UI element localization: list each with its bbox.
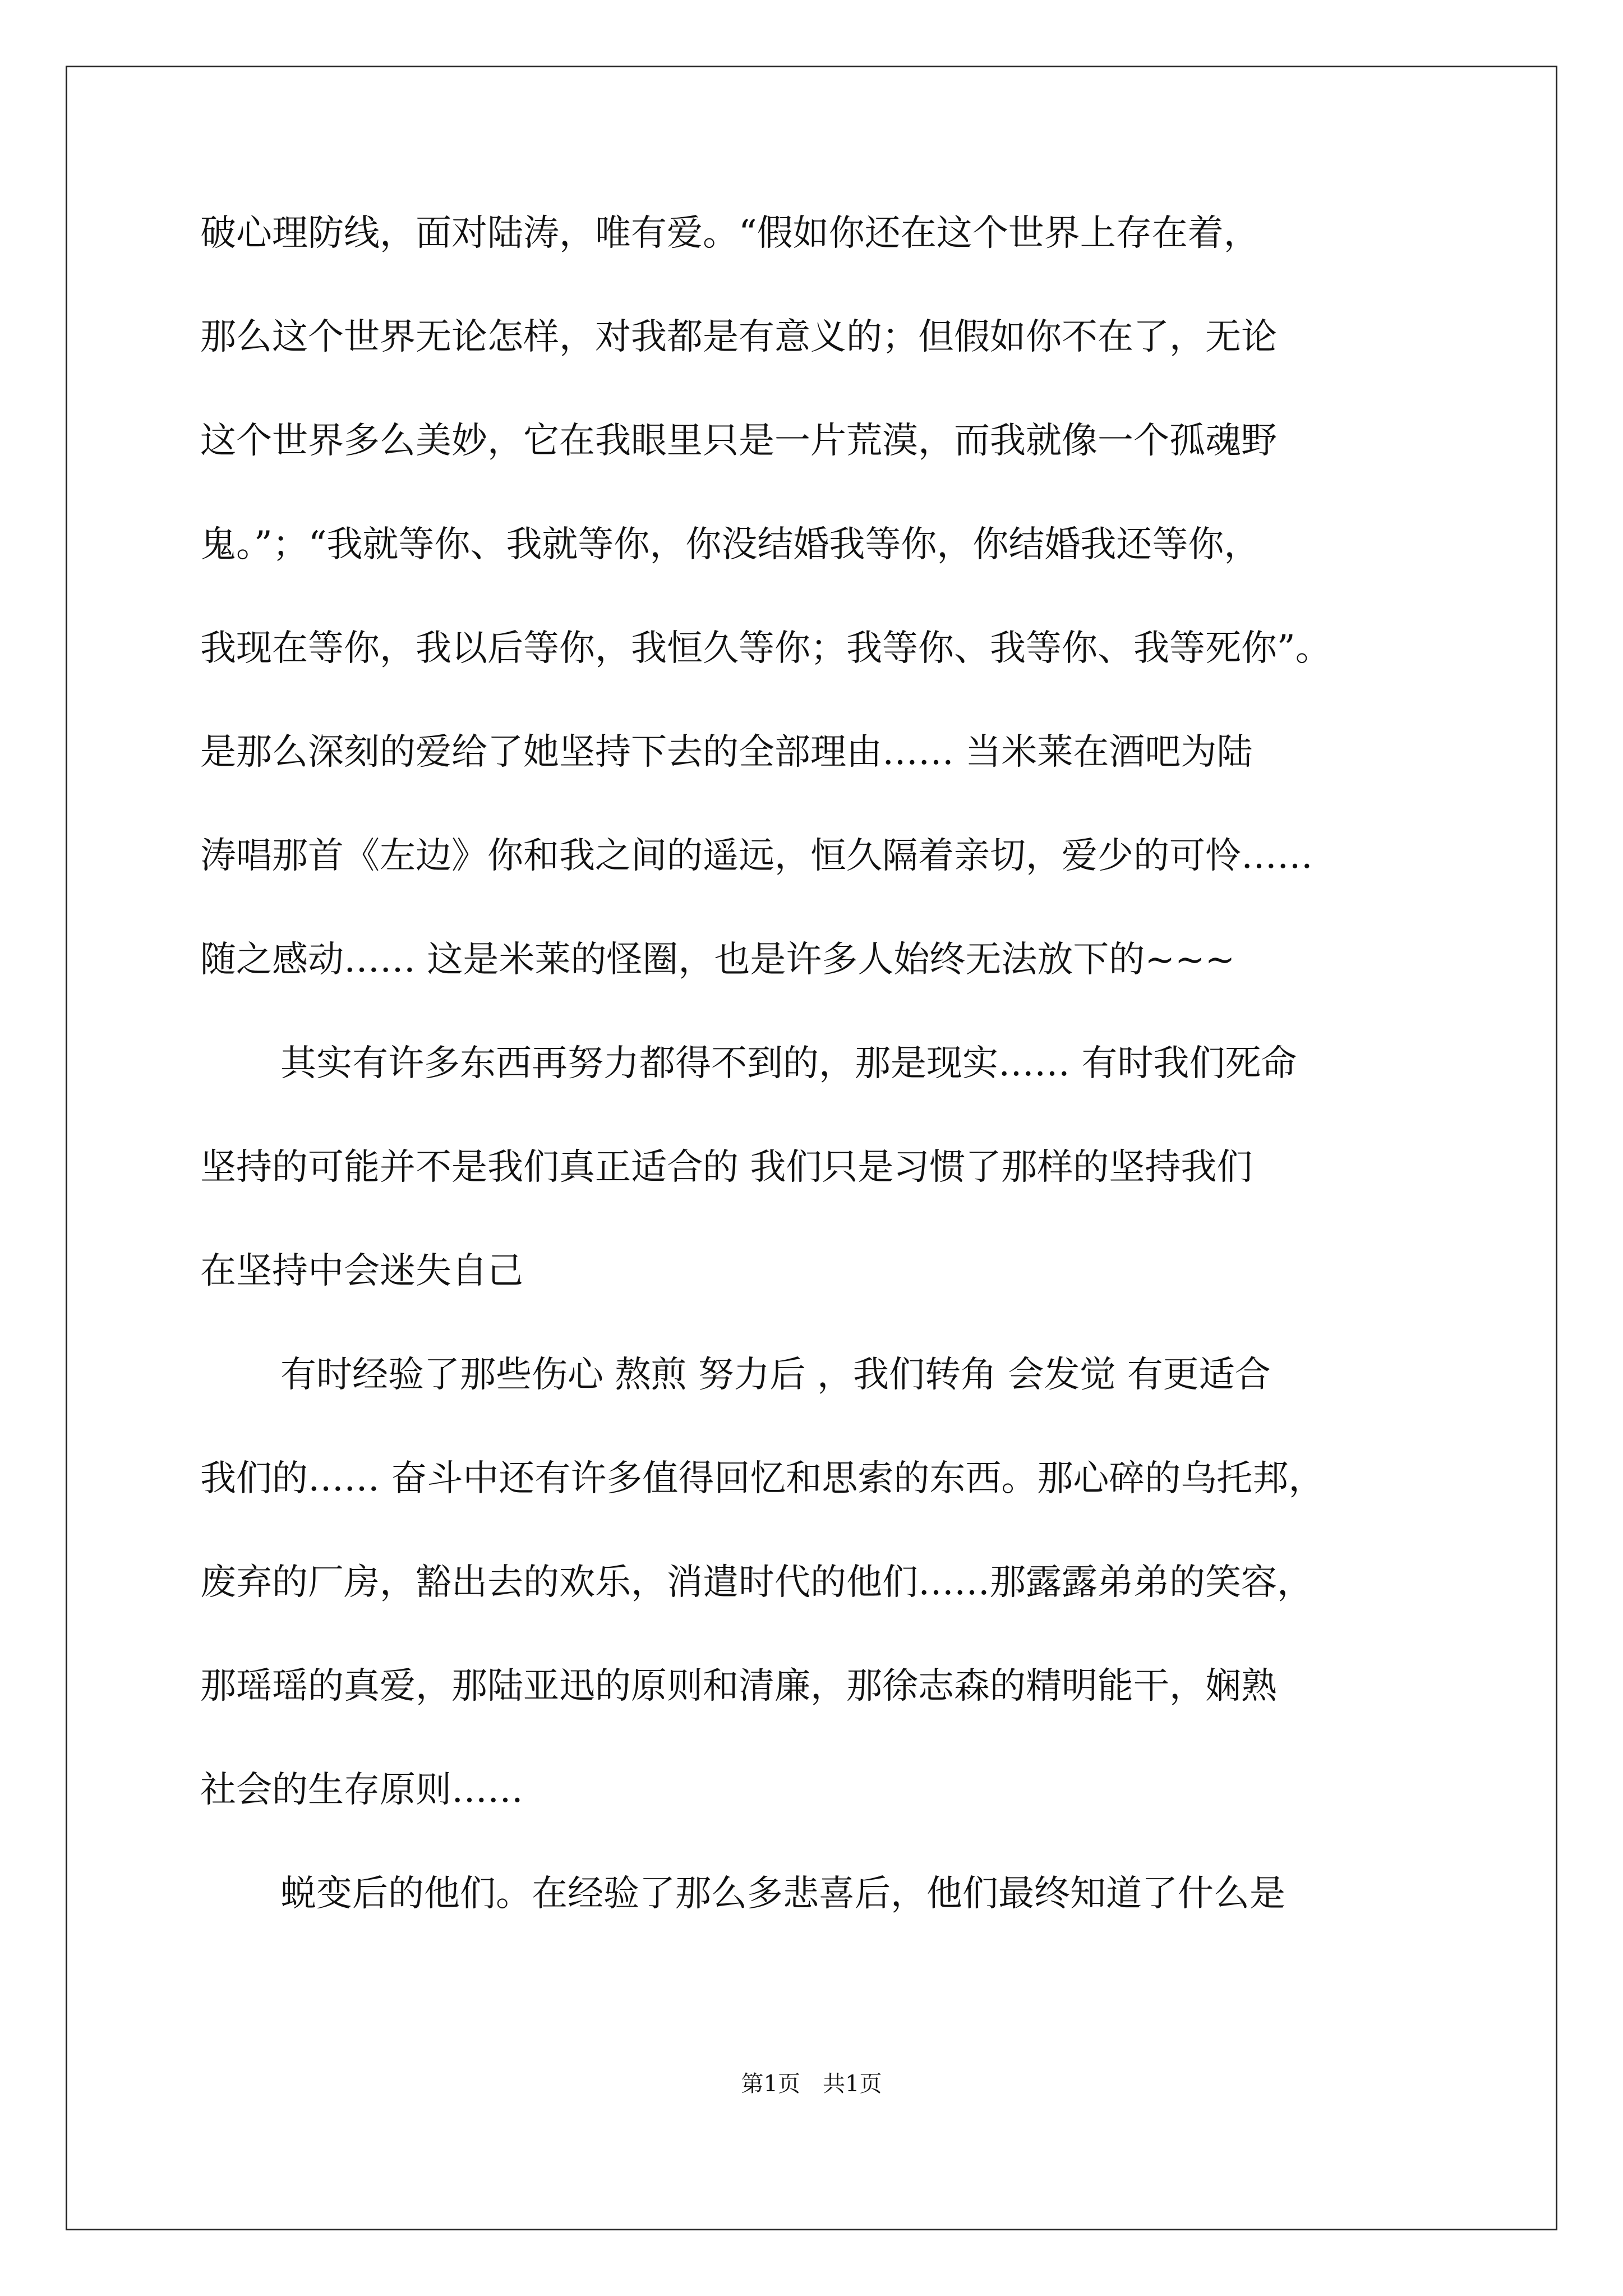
text-line: 废弃的厂房，豁出去的欢乐，消遣时代的他们……那露露弟弟的笑容， <box>200 1562 1313 1603</box>
text-line: 社会的生存原则…… <box>200 1769 523 1811</box>
text-line: 是那么深刻的爱给了她坚持下去的全部理由…… 当米莱在酒吧为陆 <box>200 731 1253 773</box>
text-line: 其实有许多东西再努力都得不到的，那是现实…… 有时我们死命 <box>280 1043 1297 1084</box>
page-number-footer: 第1页 共1页 <box>741 2071 882 2097</box>
text-line: 有时经验了那些伤心 熬煎 努力后 ，我们转角 会发觉 有更适合 <box>280 1354 1271 1396</box>
text-line: 我现在等你，我以后等你，我恒久等你；我等你、我等你、我等死你”。 <box>200 628 1331 669</box>
text-line: 在坚持中会迷失自己 <box>200 1250 523 1292</box>
text-line: 随之感动…… 这是米莱的怪圈，也是许多人始终无法放下的~~~ <box>200 939 1235 981</box>
text-line: 这个世界多么美妙，它在我眼里只是一片荒漠，而我就像一个孤魂野 <box>200 420 1277 462</box>
text-line: 蜕变后的他们。在经验了那么多悲喜后，他们最终知道了什么是 <box>280 1873 1285 1915</box>
text-line: 那么这个世界无论怎样，对我都是有意义的；但假如你不在了，无论 <box>200 316 1277 358</box>
text-line: 我们的…… 奋斗中还有许多值得回忆和思索的东西。那心碎的乌托邦， <box>200 1458 1325 1499</box>
text-line: 涛唱那首《左边》你和我之间的遥远，恒久隔着亲切，爱少的可怜…… <box>200 835 1313 877</box>
text-line: 那瑶瑶的真爱，那陆亚迅的原则和清廉，那徐志森的精明能干，娴熟 <box>200 1665 1277 1707</box>
text-line: 破心理防线，面对陆涛，唯有爱。“假如你还在这个世界上存在着， <box>200 213 1260 254</box>
text-line: 鬼。”；“我就等你、我就等你，你没结婚我等你，你结婚我还等你， <box>200 524 1260 565</box>
text-line: 坚持的可能并不是我们真正适合的 我们只是习惯了那样的坚持我们 <box>200 1147 1253 1188</box>
